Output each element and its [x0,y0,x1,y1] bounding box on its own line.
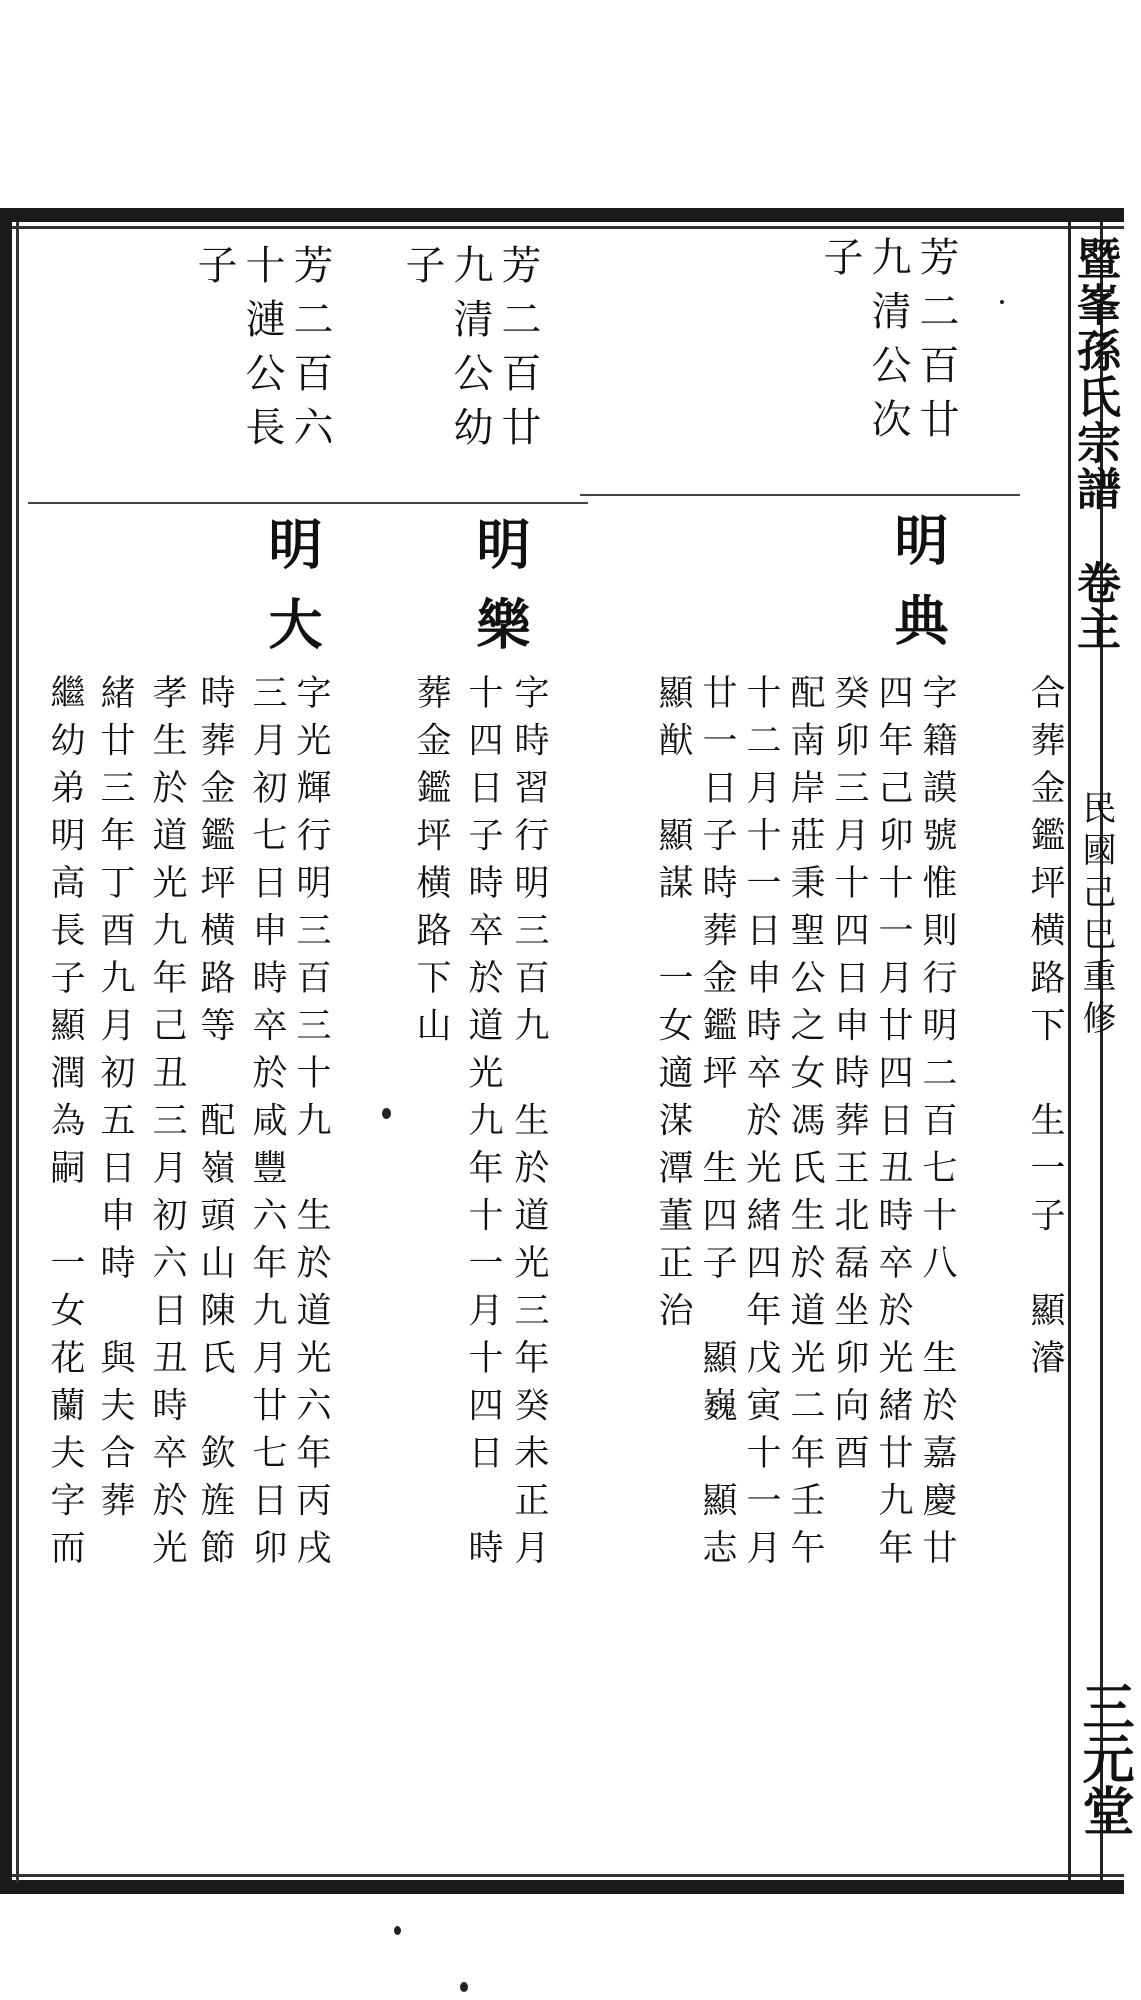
entry-3-bio-line-6: 繼幼弟明高長子顯潤為嗣 一女花蘭夫字而 [45,674,85,1577]
entry-3-bio-line-4: 孝生於道光九年己丑三月初六日丑時卒於光 [147,674,187,1577]
entry-1-name: 明典 [886,512,950,672]
entry-3-parent-line-2: 十漣公長 [239,244,285,460]
entry-1-bio-line-1: 字籍謨號惟則行明二百七十八 生於嘉慶廿 [917,674,957,1577]
entry-1-bio-line-4: 配南岸莊秉聖公之女馮氏生於道光二年壬午 [785,674,825,1577]
entry-1-parent-line-2: 九清公次 [865,236,911,452]
page-border-top [0,208,1124,222]
entry-1-bio-line-3: 癸卯三月十四日申時葬王北磊坐卯向酉 [829,674,869,1482]
entry-1-bio-line-5: 十二月十一日申時卒於光緒四年戊寅十一月 [741,674,781,1577]
ink-speck [394,1926,401,1935]
entry-3-parent-line-1: 芳二百六 [287,244,333,460]
entry-3-bio-line-1: 字光輝行明三百三十九 生於道光六年丙戌 [291,674,331,1577]
volume-label: 卷主 [1069,560,1120,652]
entry-1-bio-line-2: 四年己卯十一月廿四日丑時卒於光緒廿九年 [873,674,913,1577]
entry-2-bio-line-2: 十四日子時卒於道光九年十一月十四日 時 [463,674,503,1577]
entry-2-bio-line-1: 字時習行明三百九 生於道光三年癸未正月 [509,674,549,1577]
page-border-left [0,208,12,1894]
page-border-left-inner [16,222,19,1882]
register-line-left [28,502,588,504]
entry-1-bio-line-7: 顯猷 顯謀 一女適湈潭董正治 [653,674,693,1339]
entry-3-name: 明大 [260,516,324,676]
entry-2-name: 明樂 [468,516,532,676]
genealogy-title: 暨峯孫氏宗譜 [1069,236,1120,512]
register-line-right [580,494,1020,496]
page-border-bottom [0,1880,1124,1894]
entry-1-parent-line-1: 芳二百廿 [913,236,959,452]
ink-speck [1000,300,1004,304]
intro-line: 合葬金鑑坪横路下 生一子 顯濬 [1025,674,1065,1387]
entry-3-bio-line-5: 緒廿三年丁酉九月初五日申時 與夫合葬 [95,674,135,1529]
page-border-bottom-inner [0,1874,1124,1877]
entry-2-parent-line-2: 九清公幼 [447,244,493,460]
entry-1-parent-line-3: 子 [817,236,863,290]
entry-3-parent-line-3: 子 [191,244,237,298]
entry-3-bio-line-3: 時葬金鑑坪横路等 配嶺頭山陳氏 欽旌節 [195,674,235,1577]
entry-2-parent-line-1: 芳二百廿 [495,244,541,460]
entry-2-bio-line-3: 葬金鑑坪横路下山 [411,674,451,1054]
hall-name: 三元堂 [1073,1680,1134,1836]
ink-speck [382,1108,391,1119]
entry-1-bio-line-6: 廿一日子時葬金鑑坪 生四子 顯巍 顯志 [697,674,737,1577]
entry-3-bio-line-2: 三月初七日申時卒於咸豐六年九月廿七日卯 [247,674,287,1577]
entry-2-parent-line-3: 子 [399,244,445,298]
edition-note: 民國己巳重修 [1076,790,1116,1042]
ink-speck [460,1982,468,1992]
page-border-top-inner [0,226,1124,229]
